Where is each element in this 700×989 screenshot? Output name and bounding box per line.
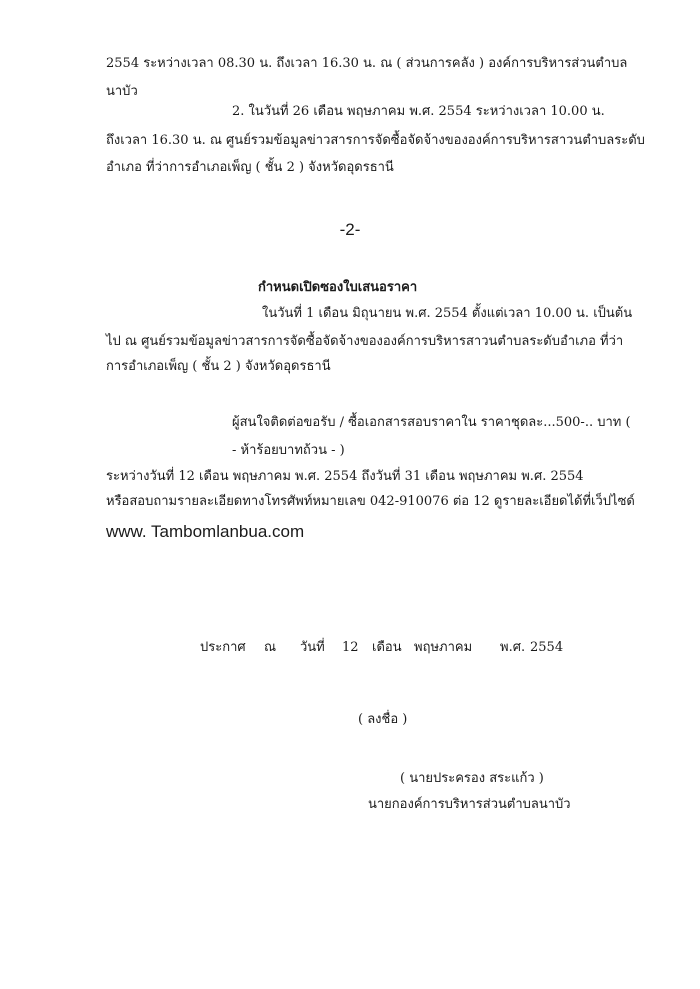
signatory-name: ( นายประครอง สระแก้ว ): [400, 771, 544, 786]
opening-line3: การอำเภอเพ็ญ ( ชั้น 2 ) จังหวัดอุดรธานี: [106, 359, 331, 374]
announce-month-label: เดือน: [372, 640, 402, 655]
page-number: -2-: [339, 220, 361, 239]
announce-day-label: วันที่: [300, 640, 325, 655]
para2-line2: ถึงเวลา 16.30 น. ณ ศูนย์รวมข้อมูลข่าวสารการจัดซื้อจัดจ้างขององค์การบริหารสาวนตำบลระดับ: [106, 133, 645, 148]
signed-label: ( ลงชื่อ ): [358, 712, 408, 727]
announce-year: 2554: [530, 640, 564, 655]
website-link[interactable]: www. Tambomlanbua.com: [106, 522, 305, 541]
announce-prefix: ประกาศ: [200, 640, 246, 655]
para2-line1: 2. ในวันที่ 26 เดือน พฤษภาคม พ.ศ. 2554 ระหว่างเวลา 10.00 น.: [232, 104, 605, 119]
announce-month: พฤษภาคม: [414, 640, 473, 655]
contact-line3: ระหว่างวันที่ 12 เดือน พฤษภาคม พ.ศ. 2554 ถึงวันที่ 31 เดือน พฤษภาคม พ.ศ. 2554: [106, 469, 584, 484]
announce-year-label: พ.ศ.: [500, 640, 526, 655]
para1-line2: นาบัว: [106, 84, 138, 99]
contact-line1: ผู้สนใจติดต่อขอรับ / ซื้อเอกสารสอบราคาใน ราคาชุดละ...500-.. บาท (: [232, 415, 631, 430]
announce-at: ณ: [264, 640, 277, 655]
contact-line4: หรือสอบถามรายละเอียดทางโทรศัพท์หมายเลข 042-910076 ต่อ 12 ดูรายละเอียดได้ที่เว็ปไซด์: [106, 494, 635, 509]
opening-line2: ไป ณ ศูนย์รวมข้อมูลข่าวสารการจัดซื้อจัดจ้างขององค์การบริหารสาวนตำบลระดับอำเภอ ที่ว่า: [106, 334, 624, 349]
para1-line1: 2554 ระหว่างเวลา 08.30 น. ถึงเวลา 16.30 น. ณ ( ส่วนการคลัง ) องค์การบริหารส่วนตำบล: [106, 56, 628, 71]
announce-day: 12: [342, 640, 359, 655]
opening-line1: ในวันที่ 1 เดือน มิถุนายน พ.ศ. 2554 ตั้งแต่เวลา 10.00 น. เป็นต้น: [262, 306, 633, 321]
contact-line2: - ห้าร้อยบาทถ้วน - ): [232, 443, 345, 458]
opening-heading: กำหนดเปิดซองใบเสนอราคา: [258, 280, 418, 295]
para2-line3: อำเภอ ที่ว่าการอำเภอเพ็ญ ( ชั้น 2 ) จังหวัดอุดรธานี: [106, 160, 394, 175]
signatory-title: นายกองค์การบริหารส่วนตำบลนาบัว: [368, 797, 571, 812]
